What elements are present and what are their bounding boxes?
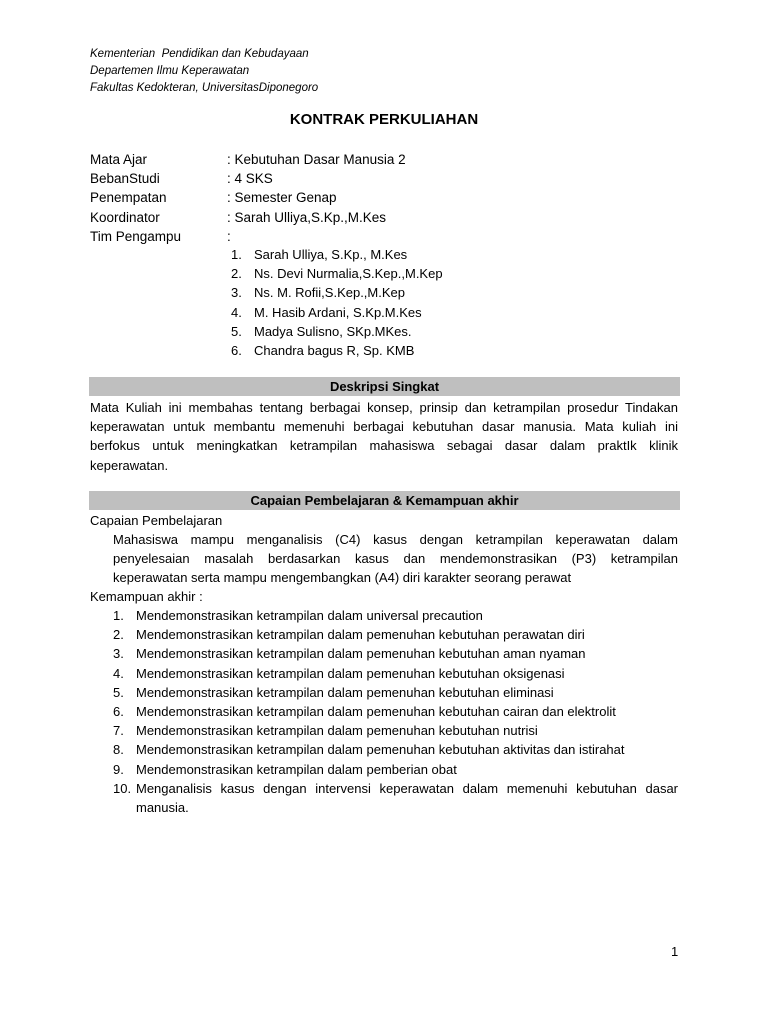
list-number: 1. (113, 608, 124, 623)
ability-text: Mendemonstrasikan ketrampilan dalam pemenuhan kebutuhan cairan dan elektrolit (136, 704, 616, 720)
info-label: Penempatan (90, 190, 167, 206)
list-item (113, 721, 678, 740)
list-number: 8. (113, 742, 124, 758)
lecturer-name: Madya Sulisno, SKp.MKes. (254, 323, 412, 339)
info-row-placement (90, 188, 406, 207)
header-department: Departemen Ilmu Keperawatan (90, 65, 250, 77)
ability-text: Menganalisis kasus dengan intervensi keperawatan dalam memenuhi kebutuhan dasar manusia. (136, 780, 678, 816)
list-number: 6. (113, 704, 124, 720)
page-number: 1 (671, 944, 679, 959)
list-number: 2. (231, 266, 242, 282)
course-info (90, 150, 406, 246)
list-item (231, 245, 443, 264)
ability-text: Mendemonstrasikan ketrampilan dalam pemenuhan kebutuhan aman nyaman (136, 646, 586, 662)
final-ability-label: Kemampuan akhir : (90, 589, 203, 604)
list-number: 3. (231, 285, 242, 301)
ability-text: Mendemonstrasikan ketrampilan dalam universal precaution (136, 608, 483, 623)
description-paragraph: Mata Kuliah ini membahas tentang berbagai konsep, prinsip dan ketrampilan prosedur Tindakan keperawatan untuk membantu memenuhi berbagai kebutuhan dasar manusia. Mata kuliah ini berfokus untuk meningkatkan ketrampilan mahasiswa sebagai dasar dalam praktIk klinik keperawatan. (90, 400, 678, 473)
header-ministry: Kementerian Pendidikan dan Kebudayaan (90, 48, 309, 60)
list-number: 5. (113, 684, 124, 700)
learning-outcome-label: Capaian Pembelajaran (90, 513, 223, 528)
list-number: 2. (113, 627, 124, 643)
header-faculty: Fakultas Kedokteran, UniversitasDiponegoro (90, 82, 319, 94)
list-number: 9. (113, 761, 124, 777)
final-ability-list (113, 606, 678, 817)
list-item (113, 683, 678, 702)
teaching-team-list (231, 245, 443, 360)
info-row-course (90, 150, 406, 169)
ability-text: Mendemonstrasikan ketrampilan dalam pemenuhan kebutuhan nutrisi (136, 723, 538, 739)
section-heading-description: Deskripsi Singkat (89, 377, 680, 396)
list-item (231, 341, 443, 360)
info-label: Tim Pengampu (90, 228, 182, 244)
list-number: 10. (113, 780, 132, 796)
list-item (113, 740, 678, 759)
lecturer-name: Chandra bagus R, Sp. KMB (254, 343, 415, 359)
info-value: : Semester Genap (227, 190, 337, 206)
lecturer-name: Ns. Devi Nurmalia,S.Kep.,M.Kep (254, 266, 443, 282)
info-label: Koordinator (90, 209, 160, 225)
list-item (113, 625, 678, 644)
list-item (113, 606, 678, 625)
info-row-credits (90, 169, 406, 188)
list-item (231, 264, 443, 283)
info-value: : 4 SKS (227, 171, 273, 187)
list-item (231, 283, 443, 302)
list-item (113, 760, 678, 779)
list-item (113, 779, 678, 817)
list-number: 5. (231, 323, 242, 339)
lecturer-name: Ns. M. Rofii,S.Kep.,M.Kep (254, 285, 405, 301)
list-item (113, 702, 678, 721)
section-heading-learning-outcomes: Capaian Pembelajaran & Kemampuan akhir (89, 491, 680, 510)
info-value: : (227, 228, 231, 244)
list-number: 4. (231, 304, 242, 320)
info-value: : Kebutuhan Dasar Manusia 2 (227, 152, 406, 167)
lecturer-name: M. Hasib Ardani, S.Kp.M.Kes (254, 304, 422, 320)
info-label: BebanStudi (90, 171, 160, 187)
info-value: : Sarah Ulliya,S.Kp.,M.Kes (227, 209, 387, 225)
list-number: 3. (113, 646, 124, 662)
list-number: 6. (231, 343, 242, 359)
list-item (113, 664, 678, 683)
learning-outcome-paragraph: Mahasiswa mampu menganalisis (C4) kasus dengan ketrampilan keperawatan dalam penyelesaian masalah berdasarkan kasus dan mendemonstrasikan (P3) ketrampilan keperawatan serta mampu mengembangkan (A4) diri karakter seorang perawat (113, 532, 678, 586)
ability-text: Mendemonstrasikan ketrampilan dalam pemenuhan kebutuhan oksigenasi (136, 665, 565, 681)
info-row-team (90, 227, 406, 246)
info-label: Mata Ajar (90, 152, 148, 167)
list-item (113, 644, 678, 663)
institution-header (90, 46, 318, 97)
list-number: 4. (113, 665, 124, 681)
ability-text: Mendemonstrasikan ketrampilan dalam pemenuhan kebutuhan eliminasi (136, 684, 554, 700)
lecturer-name: Sarah Ulliya, S.Kp., M.Kes (254, 247, 408, 262)
ability-text: Mendemonstrasikan ketrampilan dalam pemberian obat (136, 761, 457, 777)
ability-text: Mendemonstrasikan ketrampilan dalam pemenuhan kebutuhan perawatan diri (136, 627, 585, 643)
list-number: 7. (113, 723, 124, 739)
list-item (231, 303, 443, 322)
list-number: 1. (231, 247, 242, 262)
ability-text: Mendemonstrasikan ketrampilan dalam pemenuhan kebutuhan aktivitas dan istirahat (136, 742, 625, 758)
document-title: KONTRAK PERKULIAHAN (289, 111, 479, 128)
info-row-coordinator (90, 208, 406, 227)
list-item (231, 322, 443, 341)
